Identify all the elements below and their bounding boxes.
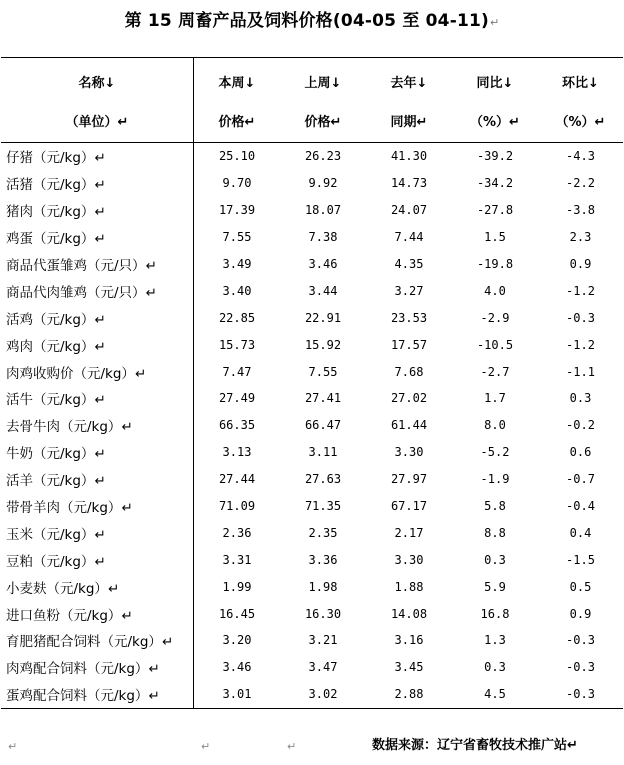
- last-week-price: 27.63: [304, 472, 342, 487]
- yoy-change: 8.0: [484, 418, 506, 433]
- header-last-year-line1: 去年↓: [390, 76, 428, 91]
- data-source: 数据来源：辽宁省畜牧技术推广站↵: [372, 738, 578, 753]
- this-week-price: 22.85: [218, 310, 256, 325]
- this-week-price: 3.13: [222, 445, 252, 460]
- item-name: 带骨羊肉（元/kg）↵: [1, 493, 194, 520]
- header-last-week-line1: 上周↓: [304, 76, 342, 91]
- this-week-price: 7.55: [222, 230, 252, 245]
- table-row: [1, 412, 623, 439]
- this-week-price: 9.70: [222, 176, 252, 191]
- last-year-price: 3.30: [394, 445, 424, 460]
- last-week-price: 27.41: [304, 391, 342, 406]
- last-year-price: 14.08: [390, 606, 428, 621]
- table-row: [1, 385, 623, 412]
- price-table: [1, 57, 623, 709]
- table-row: [1, 197, 623, 224]
- this-week-price: 1.99: [222, 579, 252, 594]
- this-week-price: 27.44: [218, 472, 256, 487]
- mom-change: 0.3: [569, 391, 592, 406]
- mom-change: -1.1: [566, 364, 595, 379]
- table-row: [1, 277, 623, 304]
- mom-change: -4.3: [566, 149, 595, 164]
- mom-change: -2.2: [566, 176, 595, 191]
- title-text: 第 15 周畜产品及饲料价格(04-05 至 04-11): [124, 11, 489, 31]
- last-year-price: 4.35: [394, 257, 424, 271]
- mom-change: 2.3: [569, 230, 592, 245]
- last-week-price: 15.92: [304, 337, 342, 352]
- this-week-price: 15.73: [218, 337, 256, 352]
- mom-change: -1.5: [566, 552, 595, 567]
- header-this-week: [194, 58, 280, 142]
- last-year-price: 41.30: [390, 149, 428, 164]
- last-week-price: 26.23: [304, 149, 342, 164]
- item-name: 活鸡（元/kg）↵: [1, 304, 194, 331]
- last-week-price: 66.47: [304, 418, 342, 433]
- last-year-price: 3.30: [394, 552, 424, 567]
- item-name: 仔猪（元/kg）↵: [1, 143, 194, 170]
- last-year-price: 2.17: [394, 525, 424, 540]
- table-row: [1, 358, 623, 385]
- this-week-price: 7.47: [222, 364, 252, 379]
- table-row: [1, 573, 623, 600]
- table-row: [1, 654, 623, 681]
- item-name: 去骨牛肉（元/kg）↵: [1, 412, 194, 439]
- last-week-price: 71.35: [304, 499, 342, 514]
- this-week-price: 27.49: [218, 391, 256, 406]
- item-name: 豆粕（元/kg）↵: [1, 546, 194, 573]
- yoy-change: 16.8: [480, 606, 510, 621]
- yoy-change: -2.9: [480, 310, 510, 325]
- last-year-price: 2.88: [394, 687, 424, 702]
- this-week-price: 3.40: [222, 283, 252, 298]
- item-name: 牛奶（元/kg）↵: [1, 439, 194, 466]
- item-name: 进口鱼粉（元/kg）↵: [1, 600, 194, 627]
- table-row: [1, 251, 623, 278]
- last-week-price: 3.11: [308, 445, 338, 460]
- page-title: [0, 6, 624, 31]
- table-header: [1, 58, 623, 143]
- this-week-price: 71.09: [218, 499, 256, 514]
- paragraph-mark-icon: ↵: [490, 16, 500, 29]
- this-week-price: 3.31: [222, 552, 252, 567]
- this-week-price: 25.10: [218, 149, 256, 164]
- last-year-price: 24.07: [390, 203, 428, 218]
- header-mom: [538, 58, 623, 142]
- table-row: [1, 170, 623, 197]
- item-name: 商品代肉雏鸡（元/只）↵: [1, 277, 194, 304]
- last-week-price: 3.36: [308, 552, 338, 567]
- yoy-change: -5.2: [480, 445, 510, 460]
- header-yoy-line1: 同比↓: [476, 76, 514, 91]
- header-last-week: [280, 58, 366, 142]
- last-week-price: 3.21: [308, 633, 338, 648]
- mom-change: -0.3: [566, 660, 595, 675]
- last-week-price: 16.30: [304, 606, 342, 621]
- yoy-change: -27.8: [476, 203, 514, 218]
- table-row: [1, 627, 623, 654]
- mom-change: -1.2: [566, 283, 595, 298]
- header-name-line1: 名称↓: [78, 76, 116, 91]
- last-week-price: 1.98: [308, 579, 338, 594]
- this-week-price: 16.45: [218, 606, 256, 621]
- last-week-price: 18.07: [304, 203, 342, 218]
- yoy-change: -10.5: [476, 337, 514, 352]
- header-mom-line2: （%）↵: [555, 115, 606, 130]
- mom-change: -0.3: [566, 633, 595, 648]
- this-week-price: 3.20: [222, 633, 252, 648]
- mom-change: -1.2: [566, 337, 595, 352]
- last-week-price: 3.44: [308, 283, 338, 298]
- last-week-price: 3.02: [308, 687, 338, 702]
- table-row: [1, 331, 623, 358]
- mom-change: -3.8: [566, 203, 595, 218]
- item-name: 活猪（元/kg）↵: [1, 170, 194, 197]
- table-body: [1, 143, 623, 708]
- yoy-change: 1.5: [484, 230, 506, 245]
- item-name: 鸡肉（元/kg）↵: [1, 331, 194, 358]
- last-year-price: 7.68: [394, 364, 424, 379]
- yoy-change: 5.8: [484, 499, 506, 514]
- last-year-price: 7.44: [394, 230, 424, 245]
- item-name: 猪肉（元/kg）↵: [1, 197, 194, 224]
- item-name: 蛋鸡配合饲料（元/kg）↵: [1, 681, 194, 708]
- last-year-price: 17.57: [390, 337, 428, 352]
- item-name: 肉鸡配合饲料（元/kg）↵: [1, 654, 194, 681]
- table-row: [1, 600, 623, 627]
- last-week-price: 9.92: [308, 176, 338, 191]
- yoy-change: 4.0: [484, 283, 506, 298]
- mom-change: -0.3: [566, 310, 595, 325]
- header-name: [1, 58, 194, 142]
- item-name: 育肥猪配合饲料（元/kg）↵: [1, 627, 194, 654]
- mom-change: -0.7: [566, 472, 595, 487]
- header-name-line2: （单位）↵: [65, 115, 129, 130]
- header-last-week-line2: 价格↵: [304, 115, 342, 130]
- mom-change: -0.3: [566, 687, 595, 702]
- last-year-price: 3.27: [394, 283, 424, 298]
- yoy-change: 0.3: [484, 660, 506, 675]
- header-mom-line1: 环比↓: [562, 76, 599, 91]
- item-name: 活羊（元/kg）↵: [1, 466, 194, 493]
- last-year-price: 3.16: [394, 633, 424, 648]
- mom-change: 0.9: [569, 606, 592, 621]
- last-year-price: 3.45: [394, 660, 424, 675]
- last-week-price: 7.38: [308, 230, 338, 245]
- this-week-price: 17.39: [218, 203, 256, 218]
- header-yoy: [452, 58, 538, 142]
- item-name: 商品代蛋雏鸡（元/只）↵: [1, 251, 194, 278]
- last-year-price: 27.02: [390, 391, 428, 406]
- item-name: 小麦麸（元/kg）↵: [1, 573, 194, 600]
- mom-change: -0.4: [566, 499, 595, 514]
- yoy-change: -19.8: [476, 257, 514, 271]
- table-row: [1, 546, 623, 573]
- this-week-price: 66.35: [218, 418, 256, 433]
- this-week-price: 3.49: [222, 257, 252, 271]
- table-row: [1, 681, 623, 708]
- mom-change: 0.4: [569, 525, 592, 540]
- yoy-change: -34.2: [476, 176, 514, 191]
- yoy-change: 4.5: [484, 687, 506, 702]
- table-row: [1, 143, 623, 170]
- last-week-price: 7.55: [308, 364, 338, 379]
- yoy-change: 8.8: [484, 525, 506, 540]
- header-this-week-line2: 价格↵: [218, 115, 256, 130]
- this-week-price: 2.36: [222, 525, 252, 540]
- this-week-price: 3.01: [222, 687, 252, 702]
- mom-change: 0.6: [569, 445, 592, 460]
- yoy-change: -2.7: [480, 364, 510, 379]
- table-row: [1, 439, 623, 466]
- table-row: [1, 519, 623, 546]
- table-row: [1, 224, 623, 251]
- paragraph-mark-icon: ↵: [287, 740, 297, 753]
- paragraph-mark-icon: ↵: [201, 740, 211, 753]
- last-year-price: 1.88: [394, 579, 424, 594]
- yoy-change: -39.2: [476, 149, 514, 164]
- table-row: [1, 493, 623, 520]
- item-name: 活牛（元/kg）↵: [1, 385, 194, 412]
- yoy-change: 1.3: [484, 633, 506, 648]
- header-last-year-line2: 同期↵: [390, 115, 428, 130]
- last-year-price: 61.44: [390, 418, 428, 433]
- item-name: 玉米（元/kg）↵: [1, 519, 194, 546]
- header-this-week-line1: 本周↓: [218, 76, 256, 91]
- last-week-price: 3.46: [308, 257, 338, 271]
- paragraph-mark-icon: ↵: [8, 740, 18, 753]
- this-week-price: 3.46: [222, 660, 252, 675]
- yoy-change: -1.9: [480, 472, 510, 487]
- table-row: [1, 304, 623, 331]
- item-name: 鸡蛋（元/kg）↵: [1, 224, 194, 251]
- last-year-price: 67.17: [390, 499, 428, 514]
- last-week-price: 22.91: [304, 310, 342, 325]
- yoy-change: 1.7: [484, 391, 506, 406]
- item-name: 肉鸡收购价（元/kg）↵: [1, 358, 194, 385]
- last-year-price: 27.97: [390, 472, 428, 487]
- last-week-price: 2.35: [308, 525, 338, 540]
- header-yoy-line2: （%）↵: [470, 115, 520, 130]
- last-year-price: 23.53: [390, 310, 428, 325]
- last-year-price: 14.73: [390, 176, 428, 191]
- header-last-year: [366, 58, 452, 142]
- mom-change: 0.9: [569, 257, 592, 271]
- mom-change: 0.5: [569, 579, 592, 594]
- yoy-change: 0.3: [484, 552, 506, 567]
- table-row: [1, 466, 623, 493]
- last-week-price: 3.47: [308, 660, 338, 675]
- yoy-change: 5.9: [484, 579, 506, 594]
- mom-change: -0.2: [566, 418, 595, 433]
